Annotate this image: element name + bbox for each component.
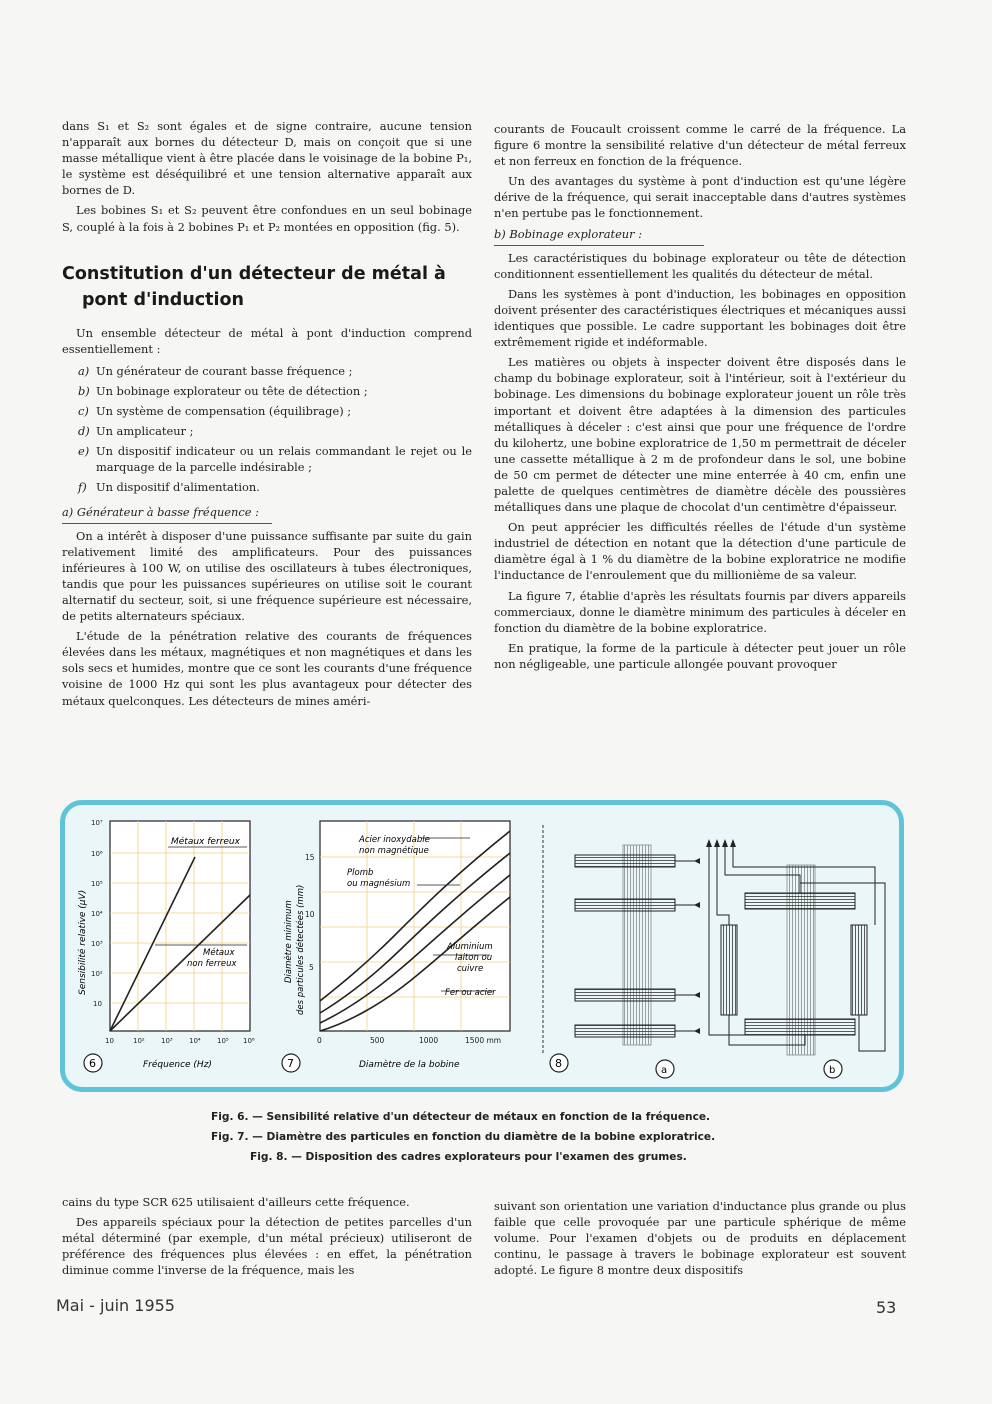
fig7-xtick: 0: [317, 1036, 322, 1045]
heading-line-1: Constitution d'un détecteur de métal à: [62, 263, 446, 284]
right-column-bottom: [494, 1198, 906, 1282]
fig8-label-a: a: [661, 1065, 668, 1076]
page-number: 53: [876, 1298, 897, 1317]
section-heading: [62, 261, 472, 313]
subheading-explorer: b) Bobinage explorateur :: [494, 226, 906, 246]
caption-fig8: Fig. 8. — Disposition des cadres explorateurs pour l'examen des grumes.: [250, 1151, 687, 1163]
fig6-xtick: 10²: [133, 1037, 145, 1045]
figure-svg: [65, 805, 899, 1087]
paragraph: Des appareils spéciaux pour la détection de petites parcelles d'un métal déterminé (par exemple, d'un métal précieux) utiliseront de préférence des fréquences plus élevées : en effet, la pénétration diminue comme l'inverse de la fréquence, mais les: [62, 1215, 472, 1278]
fig6-xtick: 10⁵: [217, 1037, 229, 1045]
left-column-bottom: [62, 1194, 472, 1282]
fig7-label-iron: Fer ou acier: [445, 988, 496, 998]
paragraph: dans S₁ et S₂ sont égales et de signe contraire, aucune tension n'apparaît aux bornes du détecteur D, mais on conçoit que si une masse métallique vient à être placée dans le voisinage de la bobine P₁, le système est déséquilibré et une tension alternative apparaît aux bornes de D.: [62, 119, 472, 198]
fig7-label-steel-2: non magnétique: [359, 846, 429, 856]
list-item: e) Un dispositif indicateur ou un relais commandant le rejet ou le marquage de la parcelle indésirable ;: [78, 444, 472, 475]
list-item: a) Un générateur de courant basse fréquence ;: [78, 363, 353, 378]
paragraph: courants de Foucault croissent comme le carré de la fréquence. La figure 6 montre la sensibilité relative d'un détecteur de métal ferreux et non ferreux en fonction de la fréquence.: [494, 122, 906, 169]
figure-6: [77, 819, 255, 1072]
fig6-label-nonferrous-1: Métaux: [203, 948, 235, 958]
paragraph: On peut apprécier les difficultés réelles de l'étude d'un système industriel de détection en notant que la détection d'une particule de diamètre égal à 1 % du diamètre de la bobine exploratrice ne modifie l'inductance de l'enroulement que du millionième de sa valeur.: [494, 520, 906, 583]
fig7-xtick: 500: [370, 1036, 385, 1045]
fig6-ylabel: Sensibilité relative (µV): [78, 889, 88, 995]
left-column-top: [62, 118, 472, 713]
fig6-ytick: 10³: [91, 940, 103, 948]
figure-7: [282, 821, 510, 1072]
fig6-number: 6: [89, 1057, 96, 1070]
fig6-ytick: 10⁴: [91, 910, 103, 918]
fig8-b-diagram: [706, 839, 885, 1078]
paragraph: Les caractéristiques du bobinage explorateur ou tête de détection conditionnent essentiellement les qualités du détecteur de métal.: [494, 250, 906, 281]
figure-panel: [60, 800, 904, 1092]
list-item: c) Un système de compensation (équilibrage) ;: [78, 404, 352, 419]
heading-line-2: pont d'induction: [82, 289, 245, 310]
fig7-xtick: 1000: [419, 1036, 439, 1045]
fig6-ytick: 10: [93, 1000, 102, 1008]
paragraph: Les bobines S₁ et S₂ peuvent être confondues en un seul bobinage S, couplé à la fois à 2 bobines P₁ et P₂ montées en opposition (fig. 5).: [62, 203, 472, 234]
fig6-xtick: 10⁴: [189, 1037, 201, 1045]
subheading-generator: a) Générateur à basse fréquence :: [62, 504, 472, 524]
fig7-ytick: 5: [309, 963, 314, 972]
fig6-xtick: 10: [105, 1037, 114, 1045]
fig7-label-alu-2: laiton ou: [455, 953, 493, 963]
fig6-ytick: 10⁶: [91, 850, 103, 858]
paragraph: Les matières ou objets à inspecter doivent être disposés dans le champ du bobinage explorateur, soit à l'intérieur, soit à l'extérieur du bobinage. Les dimensions du bobinage explorateur jouent un rôle très important et doivent être adaptées à la dimension des particules métalliques à déceler : c'est ainsi que pour une fréquence de l'ordre du kilohertz, une bobine exploratrice de 1,50 m permettrait de déceler une cassette métallique à 2 m de profondeur dans le sol, une bobine de 50 cm permet de détecter une mine enterrée à 40 cm, enfin une palette de quelques centimètres de diamètre décèle des poussières métalliques dans une plaque de chocolat d'un centimètre d'épaisseur.: [494, 355, 906, 515]
figure-8: [550, 839, 885, 1078]
fig7-ylabel-2: des particules détectées (mm): [296, 884, 306, 1015]
fig6-ytick: 10⁷: [91, 819, 103, 827]
issue-date: Mai - juin 1955: [56, 1296, 175, 1315]
fig7-number: 7: [287, 1057, 294, 1070]
caption-fig6: Fig. 6. — Sensibilité relative d'un détecteur de métaux en fonction de la fréquence.: [211, 1111, 711, 1123]
fig7-label-steel-1: Acier inoxydable: [359, 835, 430, 845]
paragraph: Un des avantages du système à pont d'induction est qu'une légère dérive de la fréquence, qui serait inacceptable dans d'autres systèmes n'en pertube pas le fonctionnement.: [494, 174, 906, 221]
fig8-number: 8: [555, 1057, 562, 1070]
list-item: d) Un amplicateur ;: [78, 424, 194, 439]
paragraph: cains du type SCR 625 utilisaient d'ailleurs cette fréquence.: [62, 1195, 410, 1209]
list-item: b) Un bobinage explorateur ou tête de détection ;: [78, 383, 368, 398]
fig7-ytick: 10: [305, 910, 315, 919]
right-column-top: [494, 121, 906, 676]
caption-fig7: Fig. 7. — Diamètre des particules en fonction du diamètre de la bobine exploratrice.: [211, 1131, 716, 1143]
paragraph: suivant son orientation une variation d'inductance plus grande ou plus faible que celle provoquée par une particule sphérique de même volume. Pour l'examen d'objets ou de produits en déplacement continu, le passage à travers le bobinage explorateur est souvent adopté. Le figure 8 montre deux dispositifs: [494, 1199, 906, 1278]
fig7-ylabel-1: Diamètre minimum: [284, 900, 294, 983]
fig6-xtick: 10⁶: [243, 1037, 255, 1045]
fig7-label-alu-1: Aluminium: [447, 942, 493, 952]
fig7-xtick: 1500 mm: [465, 1036, 502, 1045]
list-item: f) Un dispositif d'alimentation.: [78, 480, 260, 495]
fig6-label-ferrous: Métaux ferreux: [171, 837, 240, 847]
fig6-ytick: 10²: [91, 970, 103, 978]
paragraph: Un ensemble détecteur de métal à pont d'induction comprend essentiellement :: [62, 325, 472, 356]
fig7-label-lead-2: ou magnésium: [347, 879, 411, 889]
component-list: [78, 363, 472, 496]
paragraph: Dans les systèmes à pont d'induction, les bobinages en opposition doivent présenter des caractéristiques électriques et mécaniques aussi identiques que possible. Le cadre supportant les bobinages doit être extrêmement rigide et indéformable.: [494, 286, 906, 350]
fig8-label-b: b: [829, 1065, 836, 1076]
fig7-label-alu-3: cuivre: [457, 964, 484, 974]
fig7-label-lead-1: Plomb: [347, 868, 374, 878]
paragraph: En pratique, la forme de la particule à détecter peut jouer un rôle non négligeable, une particule allongée pouvant provoquer: [494, 640, 906, 671]
fig6-xlabel: Fréquence (Hz): [143, 1060, 212, 1070]
fig6-label-nonferrous-2: non ferreux: [187, 959, 237, 969]
paragraph: On a intérêt à disposer d'une puissance suffisante par suite du gain relativement limité des amplificateurs. Pour des puissances inférieures à 100 W, on utilise des oscillateurs à tubes électroniques, tandis que pour les puissances supérieures on utilise soit le courant alternatif du secteur, soit, si une fréquence supérieure est nécessaire, de petits alternateurs spéciaux.: [62, 528, 472, 624]
fig6-ytick: 10⁵: [91, 880, 103, 888]
paragraph: L'étude de la pénétration relative des courants de fréquences élevées dans les métaux, magnétiques et non magnétiques et dans les sols secs et humides, montre que ce sont les courants d'une fréquence voisine de 1000 Hz qui sont les plus avantageux pour détecter des métaux quelconques. Les détecteurs de mines améri-: [62, 629, 472, 708]
fig8-a-diagram: [575, 845, 700, 1078]
paragraph: La figure 7, établie d'après les résultats fournis par divers appareils commerciaux, donne le diamètre minimum des particules à déceler en fonction du diamètre de la bobine exploratrice.: [494, 588, 906, 635]
fig7-ytick: 15: [305, 853, 315, 862]
fig6-xtick: 10³: [161, 1037, 173, 1045]
fig7-xlabel: Diamètre de la bobine: [359, 1060, 460, 1070]
